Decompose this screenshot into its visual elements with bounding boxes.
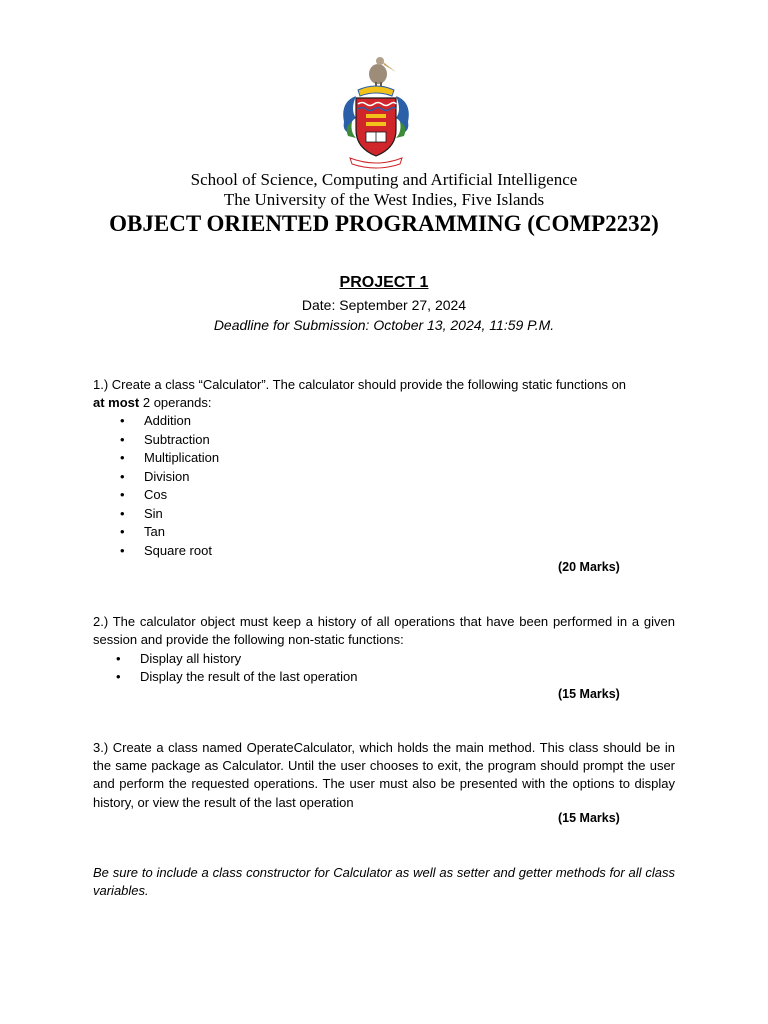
- question-1-list: [144, 412, 219, 560]
- list-item: • Tan: [144, 523, 219, 542]
- question-1-line-b: 2 operands:: [139, 395, 212, 411]
- question-3-marks: (15 Marks): [558, 811, 620, 825]
- question-1-line-a: 1.) Create a class “Calculator”. The calculator should provide the following static functions on: [93, 377, 627, 392]
- project-title: PROJECT 1: [339, 274, 429, 291]
- question-2-text: 2.) The calculator object must keep a history of all operations that have been performed in a given session and provide the following non-static functions:: [93, 614, 675, 648]
- list-item: • Cos: [144, 486, 219, 505]
- list-item: • Sin: [144, 505, 219, 524]
- school-name: School of Science, Computing and Artificial Intelligence: [190, 170, 578, 189]
- list-item: • Addition: [144, 412, 219, 431]
- question-1-emphasis: at most: [93, 395, 140, 411]
- list-item: • Display all history: [140, 650, 358, 668]
- question-1-text: [93, 376, 675, 412]
- question-1-marks: (20 Marks): [558, 560, 620, 574]
- list-item: • Division: [144, 468, 219, 487]
- university-crest-logo: [340, 52, 412, 170]
- question-2-list: [140, 650, 358, 686]
- list-item: • Multiplication: [144, 449, 219, 468]
- project-date: Date: September 27, 2024: [301, 297, 467, 313]
- question-3-text: 3.) Create a class named OperateCalculator, which holds the main method. This class should be in the same package as Calculator. Until the user chooses to exit, the program should prompt the user and perform the requested operations. The user must also be presented with the options to display history, or view the result of the last operation: [93, 740, 675, 810]
- question-2-marks: (15 Marks): [558, 687, 620, 701]
- project-deadline: Deadline for Submission: October 13, 2024, 11:59 P.M.: [213, 317, 555, 333]
- closing-note: Be sure to include a class constructor for Calculator as well as setter and getter methods for all class variables.: [93, 865, 675, 899]
- university-name: The University of the West Indies, Five Islands: [223, 190, 545, 209]
- list-item: • Subtraction: [144, 431, 219, 450]
- course-title: OBJECT ORIENTED PROGRAMMING (COMP2232): [109, 211, 659, 236]
- list-item: • Square root: [144, 542, 219, 561]
- list-item: • Display the result of the last operation: [140, 668, 358, 686]
